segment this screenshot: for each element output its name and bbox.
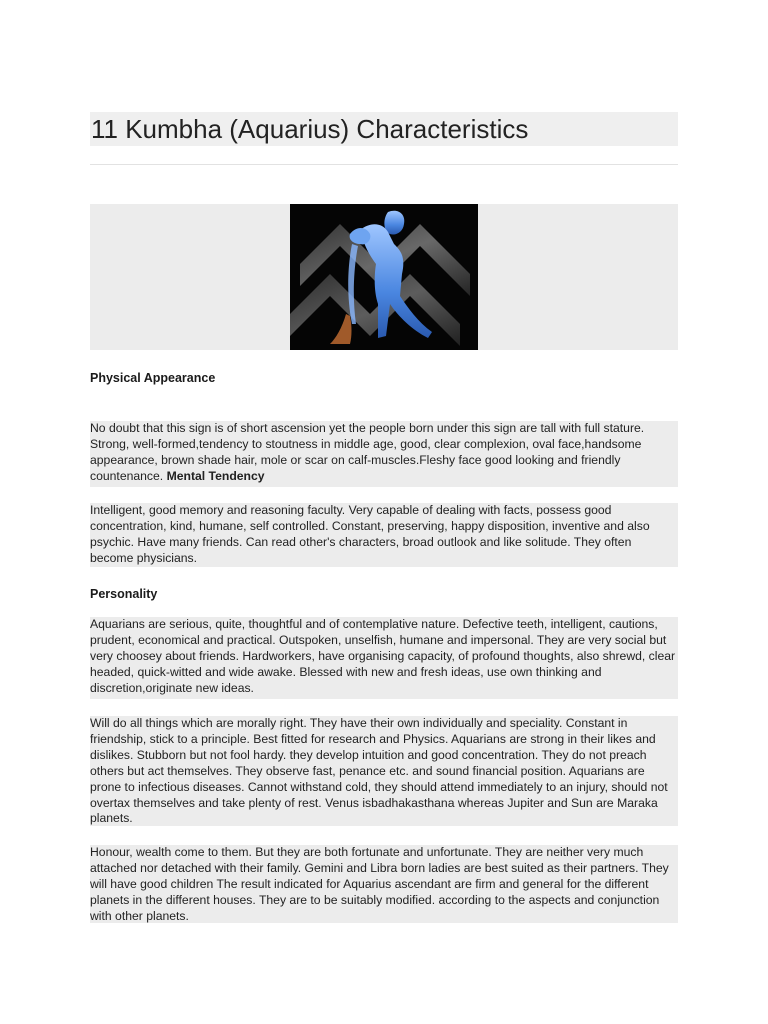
personality-text-3: Honour, wealth come to them. But they are both fortunate and unfortunate. They are neither very much attached nor detached with their family. Gemini and Libra born ladies are best suited as their partners. They will have good children The result indicated for Aquarius ascendant are firm and general for the different planets in the different houses. They are to be suitably modified. according to the aspects and conjunction with other planets. — [90, 845, 669, 923]
aquarius-water-bearer-icon — [290, 204, 478, 350]
aquarius-image — [290, 204, 478, 350]
mental-tendency-paragraph — [90, 503, 678, 567]
page-title: 11 Kumbha (Aquarius) Characteristics — [91, 114, 529, 144]
personality-paragraph-1 — [90, 617, 678, 699]
physical-appearance-heading: Physical Appearance — [90, 371, 216, 385]
personality-text-2: Will do all things which are morally right. They have their own individually and speciality. Constant in friendship, stick to a principle. Best fitted for research and Physics. Aquarians are strong in their likes and dislikes. Stubborn but not fool hardy. they develop intuition and good concentration. They do not preach others but act themselves. They observe fast, penance etc. and sound financial position. Aquarians are prone to infectious diseases. Cannot withstand cold, they should attend immediately to an injury, should not overtax themselves and take plenty of rest. Venus isbadhakasthana whereas Jupiter and Sun are Maraka planets. — [90, 716, 668, 826]
mental-tendency-heading: Mental Tendency — [166, 468, 265, 483]
personality-paragraph-3 — [90, 845, 678, 923]
physical-appearance-paragraph — [90, 421, 678, 487]
personality-heading: Personality — [90, 587, 158, 601]
personality-text-1: Aquarians are serious, quite, thoughtful and of contemplative nature. Defective teeth, intelligent, cautions, prudent, economical and practical. Outspoken, unselfish, humane and impersonal. They are very social but very choosey about friends. Hardworkers, have organising capacity, of profound thoughts, also shrewd, clear headed, quick-witted and wide awake. Blessed with new and fresh ideas, use own thinking and discretion,originate new ideas. — [90, 617, 676, 695]
physical-appearance-text: No doubt that this sign is of short ascension yet the people born under this sign are tall with full stature. Strong, well-formed,tendency to stoutness in middle age, good, clear complexion, oval face,handsome appearance, brown shade hair, mole or scar on calf-muscles.Fleshy face good looking and friendly countenance. — [90, 421, 645, 483]
mental-tendency-text: Intelligent, good memory and reasoning faculty. Very capable of dealing with facts, possess good concentration, kind, humane, self controlled. Constant, preserving, happy disposition, inventive and also psychic. Have many friends. Can read other's characters, broad outlook and like solitude. They often become physicians. — [90, 503, 650, 565]
title-divider — [90, 164, 678, 165]
title-band — [90, 112, 678, 146]
image-band — [90, 204, 678, 350]
personality-paragraph-2 — [90, 716, 678, 826]
